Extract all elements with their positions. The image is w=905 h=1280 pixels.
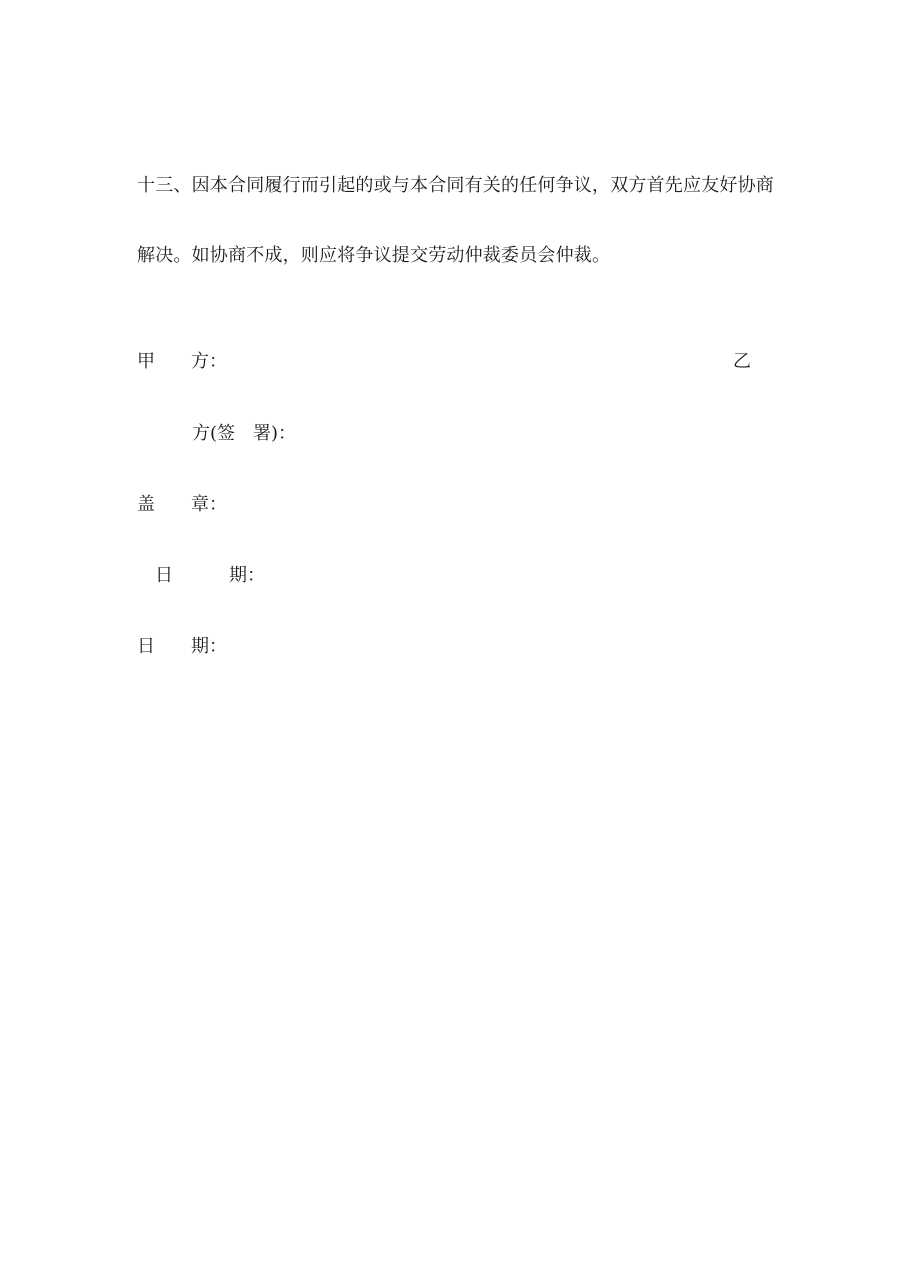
party-b-date-char-1: 日 (155, 565, 173, 586)
party-a-date-char-2: 期： (191, 636, 227, 657)
clause-13-line-2: 解决。如协商不成，则应将争议提交劳动仲裁委员会仲裁。 (137, 245, 611, 266)
seal-char-1: 盖 (137, 494, 155, 515)
party-a-char-2: 方： (191, 351, 227, 372)
seal-char-2: 章： (191, 494, 227, 515)
clause-13-line-1: 十三、因本合同履行而引起的或与本合同有关的任何争议，双方首先应友好协商 (137, 175, 774, 196)
seal-label (137, 493, 227, 517)
party-b-date-label (155, 564, 265, 588)
party-a-label (137, 350, 227, 374)
party-a-date-char-1: 日 (137, 636, 155, 657)
party-b-char-1: 乙 (733, 351, 751, 372)
party-b-sign-label: 方(签 署)： (192, 423, 297, 444)
party-b-date-char-2: 期： (229, 565, 265, 586)
party-a-date-label (137, 635, 227, 659)
party-a-char-1: 甲 (137, 351, 155, 372)
